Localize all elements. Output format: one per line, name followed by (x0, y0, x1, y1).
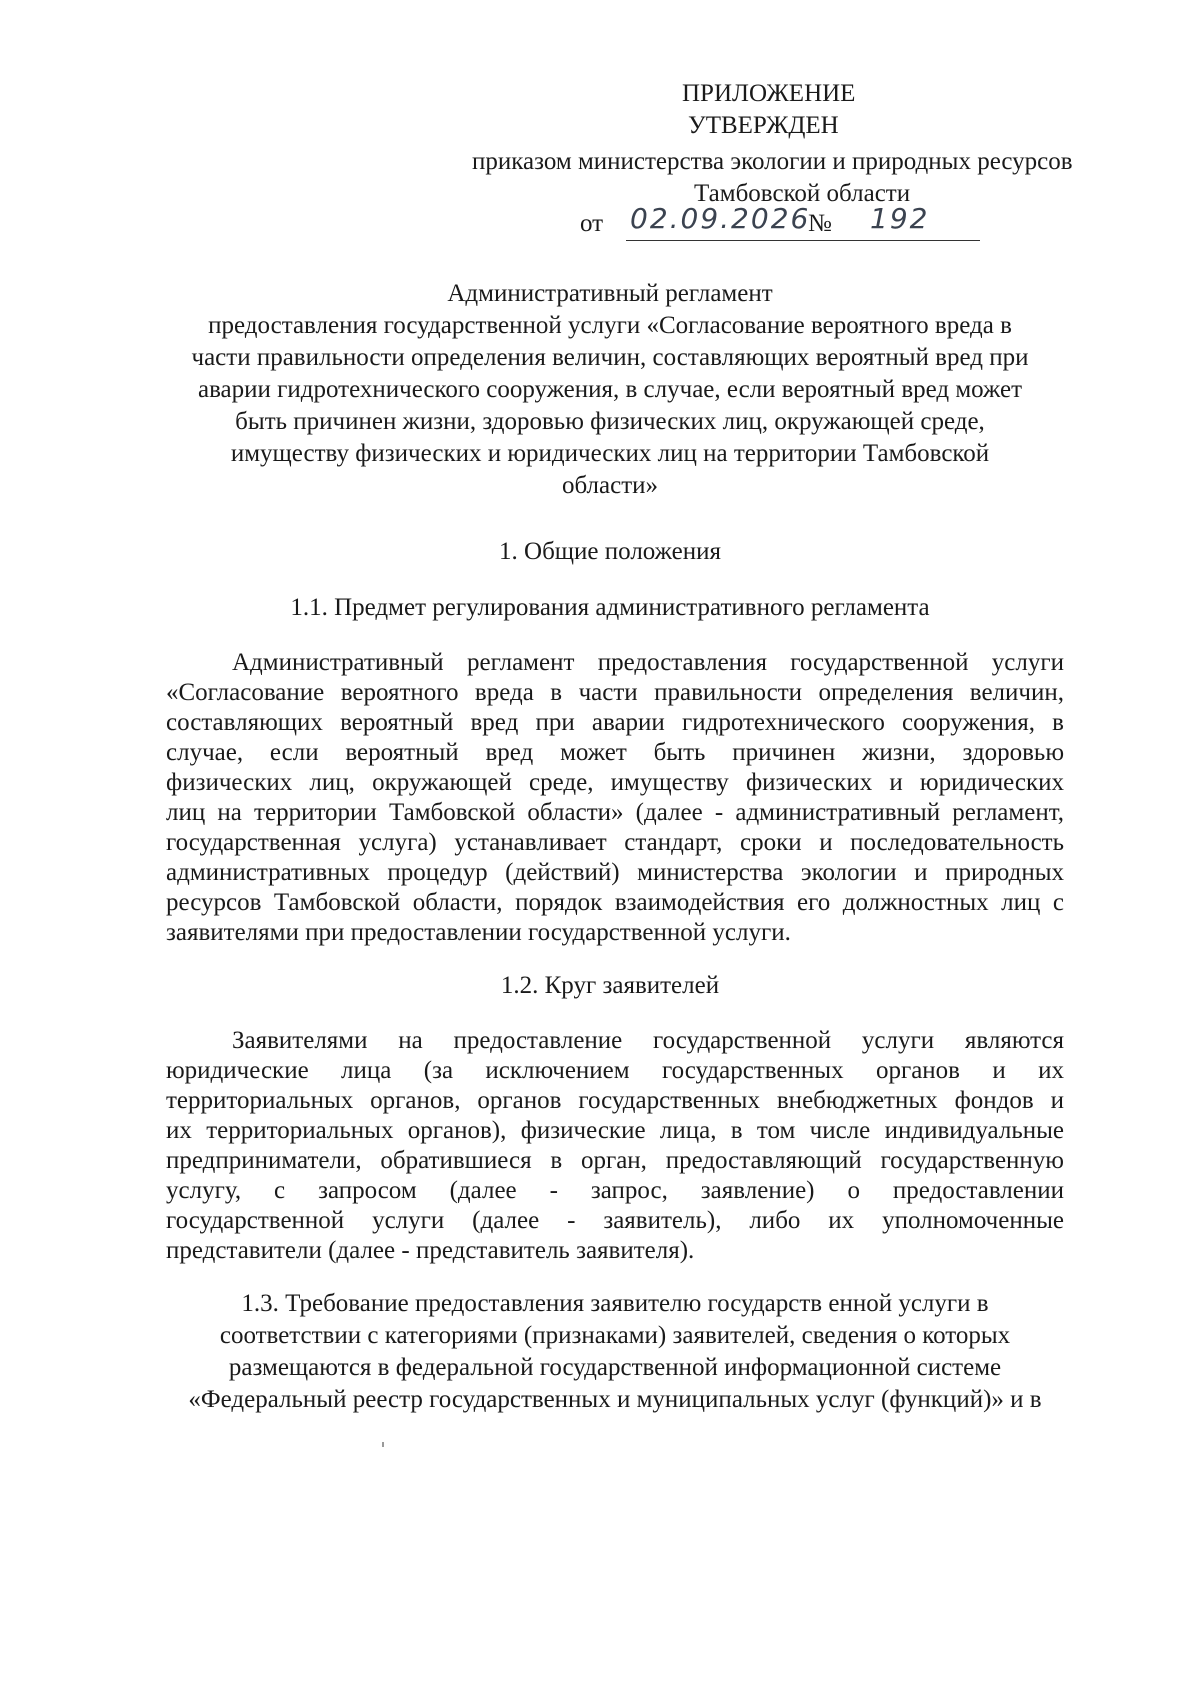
order-date-number (580, 202, 1080, 244)
approved-label: УТВЕРЖДЕН (688, 112, 839, 139)
number-sign: № (808, 210, 832, 237)
order-number: 192 (870, 202, 930, 235)
paragraph-1-3 (160, 1288, 1070, 1416)
paragraph-line: случае, если вероятный вред может быть причинен жизни, здоровью (166, 739, 1064, 766)
title-line: Административный регламент (447, 280, 773, 307)
title-line: предоставления государственной услуги «Согласование вероятного вреда в (208, 312, 1012, 339)
section-heading: 1. Общие положения (499, 538, 721, 565)
paragraph-line: представители (далее - представитель заявителя). (166, 1237, 695, 1264)
paragraph-line: лиц на территории Тамбовской области» (далее - административный регламент, (166, 799, 1064, 826)
paragraph-line: государственная услуга) устанавливает стандарт, сроки и последовательность (166, 829, 1064, 856)
paragraph-line: государственной услуги (далее - заявитель), либо их уполномоченные (166, 1207, 1064, 1234)
paragraph-line: Заявителями на предоставление государственной услуги являются (232, 1027, 1064, 1054)
paragraph-line: размещаются в федеральной государственной информационной системе (228, 1354, 1002, 1381)
title-line: быть причинен жизни, здоровью физических лиц, окружающей среде, (235, 408, 985, 435)
paragraph-1-1 (166, 648, 1064, 948)
date-prefix: от (580, 210, 604, 237)
paragraph-line: соответствии с категориями (признаками) заявителей, сведения о которых (219, 1322, 1011, 1349)
scan-speck (382, 1442, 384, 1447)
paragraph-line: территориальных органов, органов государственных внебюджетных фондов и (166, 1087, 1064, 1114)
paragraph-line: «Согласование вероятного вреда в части правильности определения величин, (166, 679, 1064, 706)
paragraph-line: административных процедур (действий) министерства экологии и природных (166, 859, 1064, 886)
annex-label: ПРИЛОЖЕНИЕ (682, 80, 856, 107)
paragraph-1-2 (166, 1026, 1064, 1266)
subsection-heading-1-1: 1.1. Предмет регулирования административного регламента (290, 594, 930, 621)
title-line: имуществу физических и юридических лиц на территории Тамбовской (230, 440, 990, 467)
region-name: Тамбовской области (694, 180, 911, 207)
title-line: аварии гидротехнического сооружения, в случае, если вероятный вред может (197, 376, 1023, 403)
paragraph-line: составляющих вероятный вред при аварии гидротехнического сооружения, в (166, 709, 1064, 736)
paragraph-line: услугу, с запросом (далее - запрос, заявление) о предоставлении (166, 1177, 1064, 1204)
paragraph-line: физических лиц, окружающей среде, имуществу физических и юридических (166, 769, 1064, 796)
paragraph-line: «Федеральный реестр государственных и муниципальных услуг (функций)» и в (188, 1386, 1042, 1413)
title-line: части правильности определения величин, составляющих вероятный вред при (191, 344, 1029, 371)
paragraph-line: предприниматели, обратившиеся в орган, предоставляющий государственную (166, 1147, 1064, 1174)
subsection-heading-1-2: 1.2. Круг заявителей (500, 972, 720, 999)
document-title (160, 278, 1060, 502)
title-line: области» (561, 472, 659, 499)
paragraph-line: заявителями при предоставлении государственной услуги. (166, 919, 791, 946)
paragraph-line: Административный регламент предоставления государственной услуги (232, 649, 1064, 676)
paragraph-line: ресурсов Тамбовской области, порядок взаимодействия его должностных лиц с (166, 889, 1064, 916)
paragraph-line: юридические лица (за исключением государственных органов и их (166, 1057, 1064, 1084)
order-issuer: приказом министерства экологии и природных ресурсов (472, 148, 1073, 175)
paragraph-line: их территориальных органов), физические лица, в том числе индивидуальные (166, 1117, 1064, 1144)
order-date: 02.09.2026 (630, 202, 811, 235)
paragraph-line: 1.3. Требование предоставления заявителю государств енной услуги в (241, 1290, 989, 1317)
